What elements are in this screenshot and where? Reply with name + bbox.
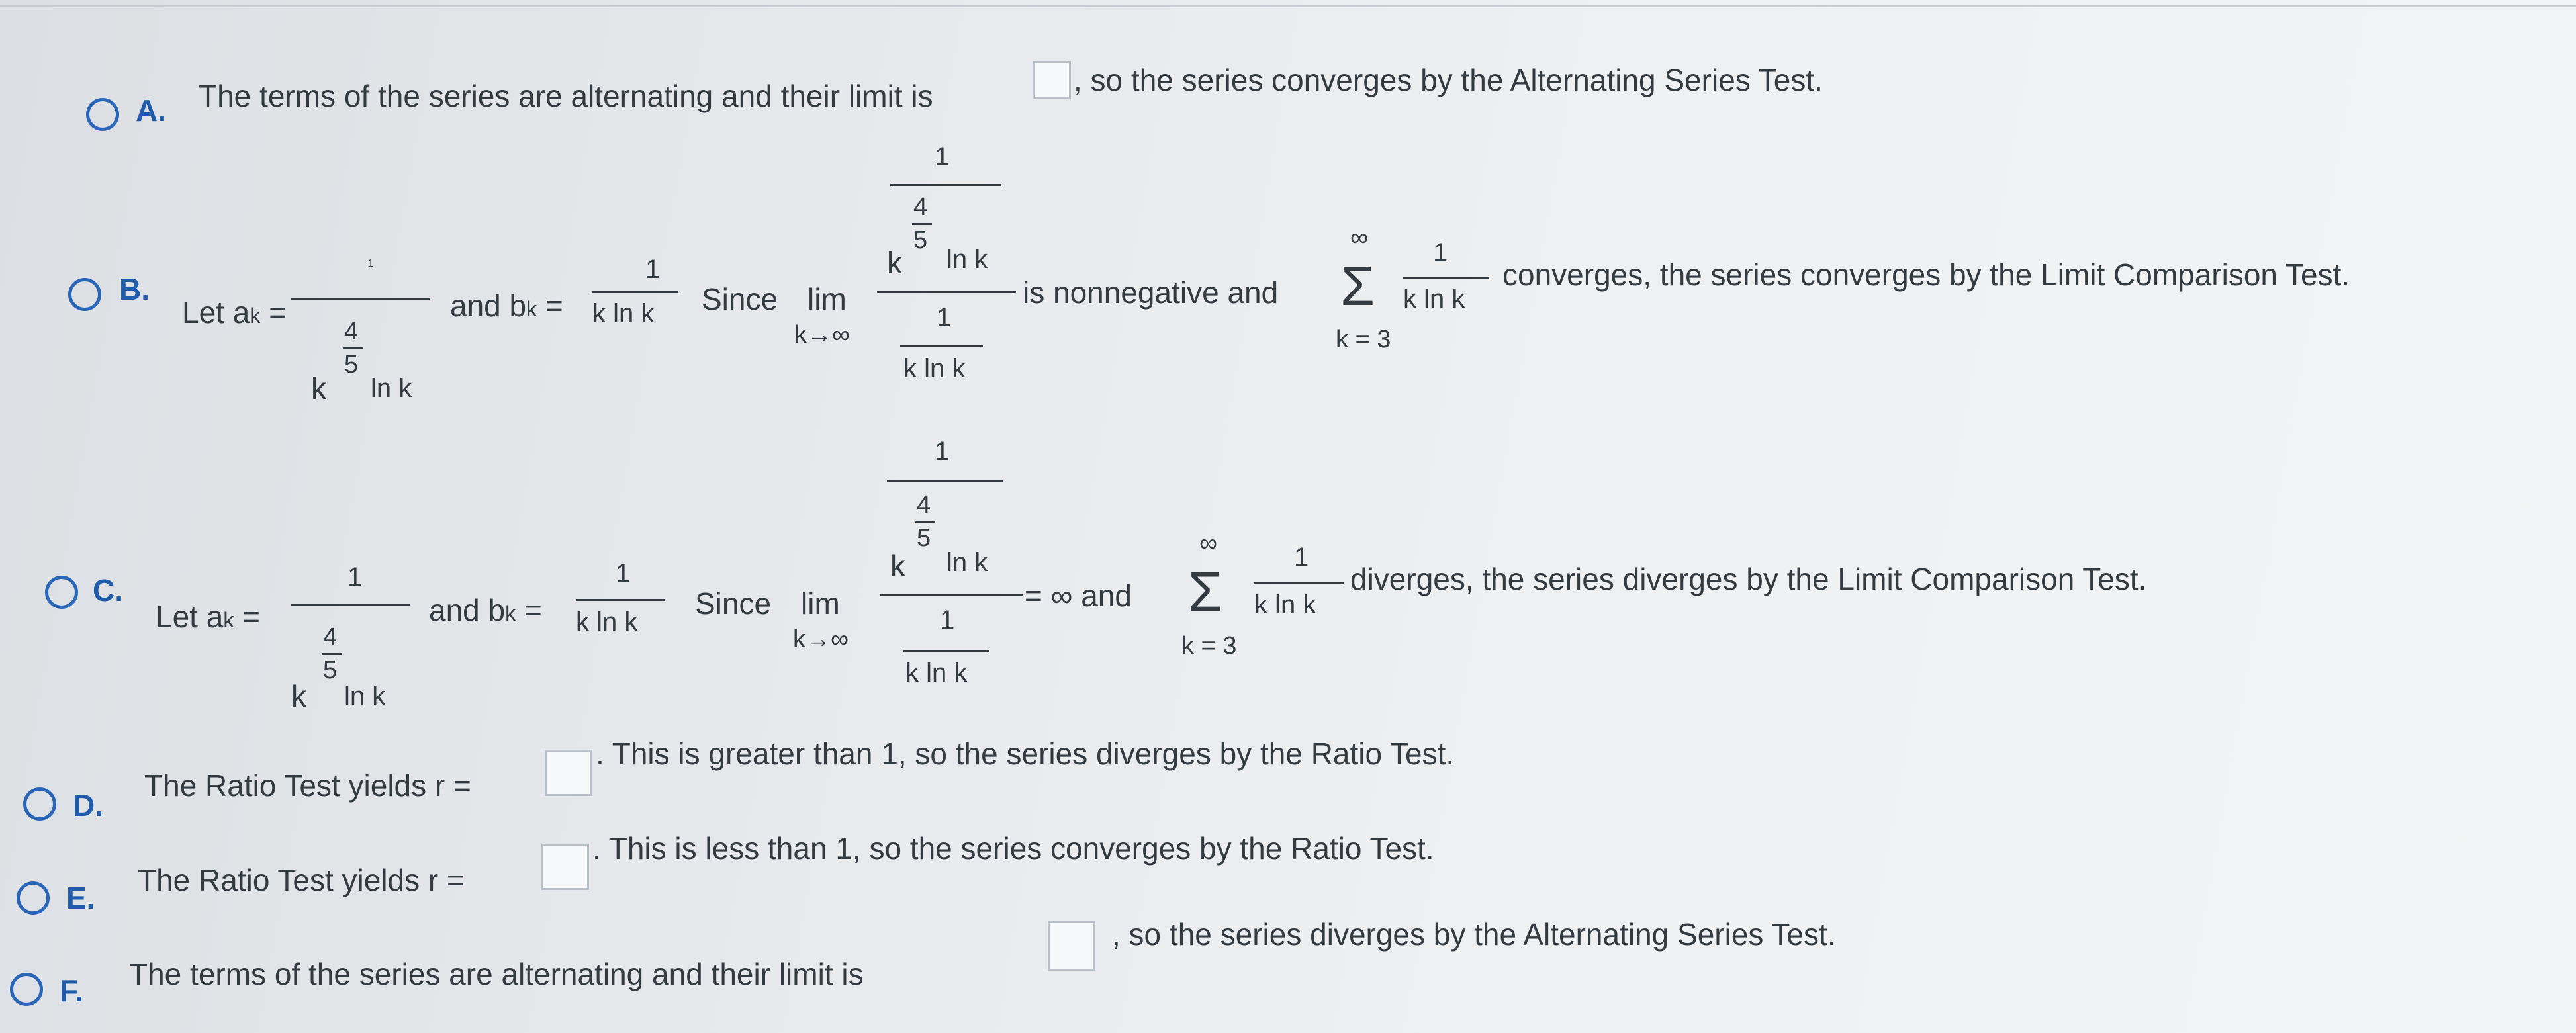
c-big-den-one: 1 xyxy=(940,606,955,635)
c-big-exp-den: 5 xyxy=(917,524,931,552)
option-letter-f: F. xyxy=(60,973,83,1008)
c-big-exp-num: 4 xyxy=(917,491,931,519)
option-letter-e: E. xyxy=(66,881,95,915)
c-lim-sub: k→∞ xyxy=(793,625,849,653)
c-since: Since xyxy=(695,586,772,621)
top-divider xyxy=(0,5,2576,7)
c-big-inner-bar xyxy=(887,480,1003,482)
b-sum-bar xyxy=(1403,277,1489,279)
c-lim: lim xyxy=(801,586,840,621)
b-bk-fraction-bar xyxy=(592,291,678,293)
c-big-num-one: 1 xyxy=(935,437,950,466)
option-d-text-start: The Ratio Test yields r = xyxy=(144,768,471,803)
c-big-k: k xyxy=(890,549,905,583)
option-f-text-start: The terms of the series are alternating and their limit is xyxy=(129,957,864,991)
answer-box-f[interactable] xyxy=(1048,921,1095,971)
c-and-b: and bk = xyxy=(429,593,542,627)
b-ak-numerator: 1 xyxy=(367,258,374,269)
c-middle-text: = ∞ and xyxy=(1025,578,1132,613)
b-big-inner-bar xyxy=(890,184,1001,186)
b-end-text: converges, the series converges by the Limit Comparison Test. xyxy=(1502,257,2350,292)
c-ak-exp-bar xyxy=(322,653,342,655)
b-ak-k: k xyxy=(311,371,326,406)
radio-f[interactable] xyxy=(10,973,43,1006)
c-big-den-bar xyxy=(903,650,989,652)
b-bk-den: k ln k xyxy=(592,299,655,328)
b-big-exp-den: 5 xyxy=(913,226,928,254)
b-big-exp-bar xyxy=(912,223,932,225)
c-sum-bar xyxy=(1254,582,1344,584)
c-big-main-bar xyxy=(880,594,1023,596)
c-sum-upper: ∞ xyxy=(1199,529,1218,557)
c-sigma: Σ xyxy=(1188,561,1222,623)
answer-box-e[interactable] xyxy=(541,844,589,890)
b-ak-exp-num: 4 xyxy=(344,318,359,345)
option-d-text-end: . This is greater than 1, so the series diverges by the Ratio Test. xyxy=(596,737,1455,771)
c-big-lnk: ln k xyxy=(946,548,988,577)
c-let-a: Let ak = xyxy=(156,600,260,634)
c-ak-exp-num: 4 xyxy=(323,623,338,651)
b-ak-exp-bar xyxy=(343,347,363,349)
c-end-text: diverges, the series diverges by the Limit Comparison Test. xyxy=(1350,562,2147,596)
radio-e[interactable] xyxy=(17,881,50,915)
radio-d[interactable] xyxy=(23,787,56,821)
b-middle-text: is nonnegative and xyxy=(1023,275,1279,310)
c-bk-num: 1 xyxy=(616,559,631,588)
c-ak-exp-den: 5 xyxy=(323,656,338,684)
answer-box-d[interactable] xyxy=(545,750,592,796)
b-big-den-klnk: k ln k xyxy=(903,354,966,383)
b-sum-lower: k = 3 xyxy=(1336,326,1391,353)
option-f-text-end: , so the series diverges by the Alternating Series Test. xyxy=(1112,917,1836,952)
b-sum-den: k ln k xyxy=(1403,285,1465,314)
c-sum-lower: k = 3 xyxy=(1181,632,1237,660)
b-big-k: k xyxy=(887,246,902,280)
c-sum-den: k ln k xyxy=(1254,590,1316,619)
c-ak-k: k xyxy=(291,679,306,713)
b-big-exp-num: 4 xyxy=(913,193,928,221)
c-bk-fraction-bar xyxy=(576,599,665,601)
b-lim: lim xyxy=(807,282,847,316)
c-ak-num: 1 xyxy=(347,562,363,592)
radio-b[interactable] xyxy=(68,278,101,311)
b-sum-num: 1 xyxy=(1433,238,1448,267)
option-letter-a: A. xyxy=(136,93,166,128)
b-and-b: and bk = xyxy=(450,289,563,323)
b-since: Since xyxy=(702,282,778,316)
b-sigma: Σ xyxy=(1340,255,1375,317)
b-bk-num: 1 xyxy=(645,255,661,284)
option-a-text-start: The terms of the series are alternating and their limit is xyxy=(199,79,933,113)
c-bk-den: k ln k xyxy=(576,607,638,637)
b-let-a: Let ak = xyxy=(182,295,287,330)
b-big-main-bar xyxy=(877,291,1016,293)
option-letter-b: B. xyxy=(119,272,150,306)
b-big-den-bar xyxy=(900,345,983,347)
option-e-text-start: The Ratio Test yields r = xyxy=(138,863,465,897)
answer-box-a[interactable] xyxy=(1033,61,1071,99)
c-sum-num: 1 xyxy=(1294,543,1309,572)
b-big-lnk: ln k xyxy=(946,245,988,274)
option-letter-d: D. xyxy=(73,788,103,823)
c-big-den-klnk: k ln k xyxy=(905,658,968,688)
option-a-text-end: , so the series converges by the Alternating Series Test. xyxy=(1074,63,1823,97)
radio-a[interactable] xyxy=(86,98,119,131)
b-ak-fraction-bar xyxy=(291,298,430,300)
b-big-num-one: 1 xyxy=(935,142,950,171)
b-ak-exp-den: 5 xyxy=(344,351,359,379)
b-lim-sub: k→∞ xyxy=(794,321,851,349)
c-big-exp-bar xyxy=(915,521,935,523)
b-big-den-one: 1 xyxy=(937,303,952,332)
b-sum-upper: ∞ xyxy=(1350,224,1369,251)
c-ak-lnk: ln k xyxy=(344,682,386,711)
option-letter-c: C. xyxy=(93,573,123,607)
option-e-text-end: . This is less than 1, so the series converges by the Ratio Test. xyxy=(592,831,1434,866)
radio-c[interactable] xyxy=(45,576,78,609)
c-ak-fraction-bar xyxy=(291,604,410,606)
b-ak-lnk: ln k xyxy=(371,374,412,403)
